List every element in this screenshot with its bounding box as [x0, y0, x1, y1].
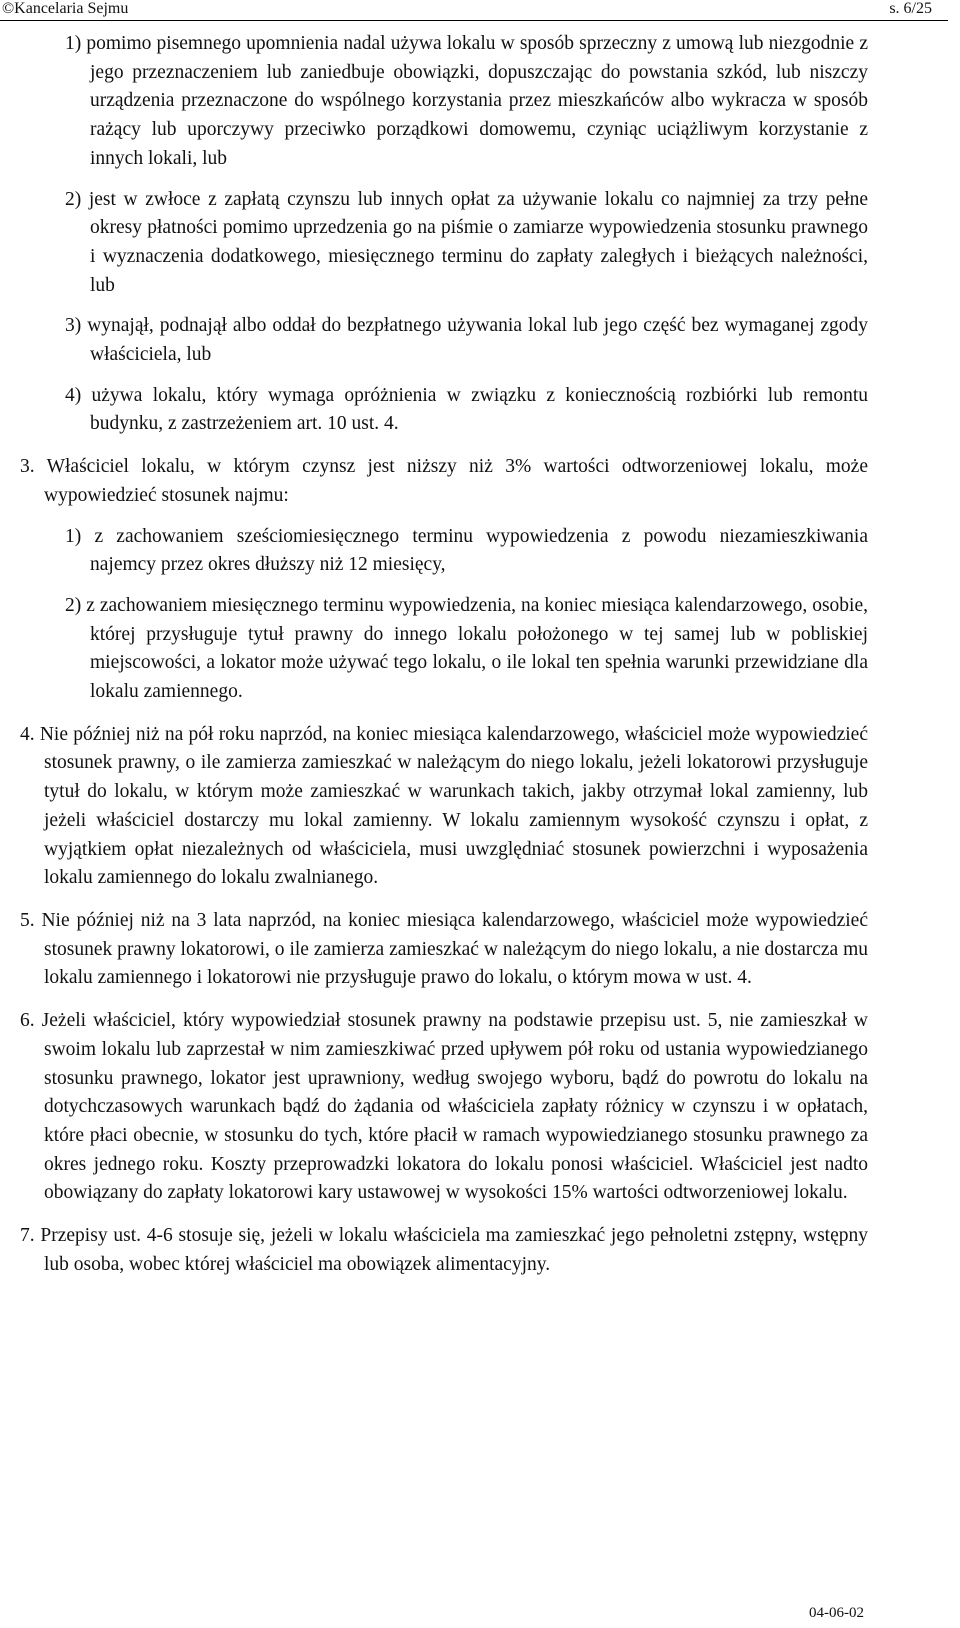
- paragraph-6: 6. Jeżeli właściciel, który wypowiedział stosunek prawny na podstawie przepisu ust. 5, nie zamieszkał w swoim lokalu lub zaprzestał w nim zamieszkiwać przed upływem pół roku od ustania wypowiedzianego stosunku prawnego, lokator jest uprawniony, według swojego wyboru, bądź do powrotu do lokalu na dotychczasowych warunkach bądź do żądania od właściciela zapłaty różnicy w czynszu i w opłatach, które płaci obecnie, w stosunku do tych, które płacił w ramach wypowiedzianego stosunku prawnego za okres jednego roku. Koszty przeprowadzki lokatora do lokalu ponosi właściciel. Właściciel jest nadto obowiązany do zapłaty lokatorowi kary ustawowej w wysokości 15% wartości odtworzeniowej lokalu.: [20, 1010, 868, 1204]
- paragraph-3: 3. Właściciel lokalu, w którym czynsz jest niższy niż 3% wartości odtworzeniowej lokalu, może wypowiedzieć stosunek najmu:: [20, 456, 868, 506]
- document-body: [20, 30, 868, 1279]
- paragraph-3-item-2: 2) z zachowaniem miesięcznego terminu wypowiedzenia, na koniec miesiąca kalendarzowego, osobie, której przysługuje tytuł prawny do innego lokalu położonego w tej samej lub w pobliskiej miejscowości, a lokator może używać tego lokalu, o ile lokal ten spełnia warunki przewidziane dla lokalu zamiennego.: [65, 594, 868, 703]
- page-header: [0, 0, 960, 20]
- list-item-1: 1) pomimo pisemnego upomnienia nadal używa lokalu w sposób sprzeczny z umową lub niezgodnie z jego przeznaczeniem lub zaniedbuje obowiązki, dopuszczając do powstania szkód, lub niszczy urządzenia przeznaczone do wspólnego korzystania przez mieszkańców albo wykracza w sposób rażący lub uporczywy przeciwko porządkowi domowemu, czyniąc uciążliwym korzystanie z innych lokali, lub: [65, 33, 868, 169]
- paragraph-4: 4. Nie później niż na pół roku naprzód, na koniec miesiąca kalendarzowego, właściciel może wypowiedzieć stosunek prawny, o ile zamierza zamieszkać w należącym do niego lokalu, jeżeli lokatorowi przysługuje tytuł do lokalu, w którym może zamieszkać w warunkach takich, jakby otrzymał lokal zamienny, lub jeżeli właściciel dostarczy mu lokal zamienny. W lokalu zamiennym wysokość czynszu i opłat, z wyjątkiem opłat niezależnych od właściciela, musi uwzględniać stosunek powierzchni i wyposażenia lokalu zamiennego do lokalu zwalnianego.: [20, 723, 868, 889]
- footer-date: 04-06-02: [809, 1605, 864, 1621]
- header-divider: [0, 20, 948, 21]
- paragraph-7: 7. Przepisy ust. 4-6 stosuje się, jeżeli w lokalu właściciela ma zamieszkać jego pełnoletni zstępny, wstępny lub osoba, wobec której właściciel ma obowiązek alimentacyjny.: [20, 1225, 868, 1275]
- copyright-label: ©Kancelaria Sejmu: [2, 0, 129, 17]
- list-item-3: 3) wynajął, podnajął albo oddał do bezpłatnego używania lokal lub jego część bez wymaganej zgody właściciela, lub: [65, 315, 868, 366]
- paragraph-3-item-1: 1) z zachowaniem sześciomiesięcznego terminu wypowiedzenia z powodu niezamieszkiwania najemcy przez okres dłuższy niż 12 miesięcy,: [65, 525, 868, 576]
- paragraph-5: 5. Nie później niż na 3 lata naprzód, na koniec miesiąca kalendarzowego, właściciel może wypowiedzieć stosunek prawny lokatorowi, o ile zamierza zamieszkać w należącym do niego lokalu, a nie dostarcza mu lokalu zamiennego i lokatorowi nie przysługuje prawo do lokalu, o którym mowa w ust. 4.: [20, 909, 868, 989]
- page-number: s. 6/25: [889, 0, 932, 17]
- list-item-4: 4) używa lokalu, który wymaga opróżnienia w związku z koniecznością rozbiórki lub remontu budynku, z zastrzeżeniem art. 10 ust. 4.: [65, 384, 868, 435]
- list-item-2: 2) jest w zwłoce z zapłatą czynszu lub innych opłat za używanie lokalu co najmniej za trzy pełne okresy płatności pomimo uprzedzenia go na piśmie o zamiarze wypowiedzenia stosunku prawnego i wyznaczenia dodatkowego, miesięcznego terminu do zapłaty zaległych i bieżących należności, lub: [65, 188, 868, 296]
